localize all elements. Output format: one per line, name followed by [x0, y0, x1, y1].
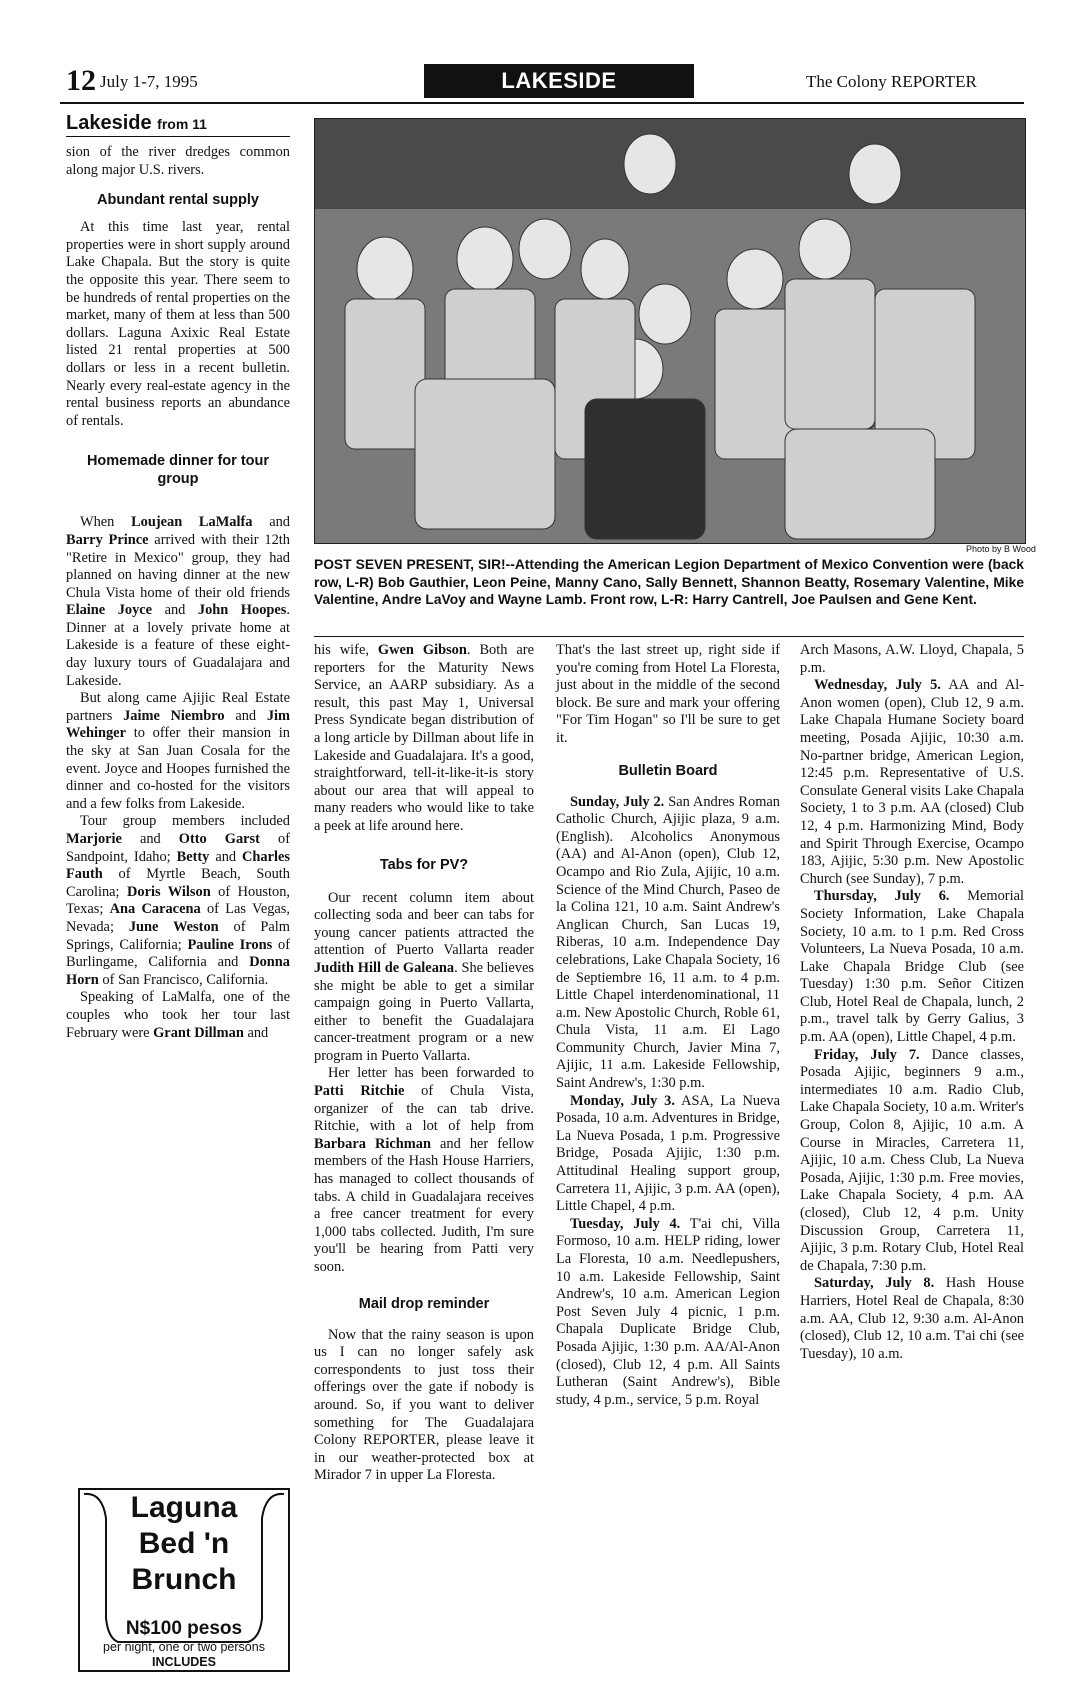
subhead-dinner: Homemade dinner for tour group — [86, 453, 270, 488]
dinner-p3: Tour group members included Marjorie and Otto Garst of Sandpoint, Idaho; Betty and Charles Fauth of Myrtle Beach, South Carolina; Doris Wilson of Houston, Texas; Ana Caracena of Las Vegas, Nevada; June Weston of Palm Springs, California; Pauline Irons of Burlingame, California and Donna Horn of San Francisco, California. — [66, 813, 290, 988]
caption-rule — [314, 636, 1024, 637]
ad-title-line3: Brunch — [131, 1563, 237, 1596]
dinner-p2: But along came Ajijic Real Estate partners Jaime Niembro and Jim Wehinger to offer their mansion in the sky at San Juan Cosala for the event. Joyce and Hoopes furnished the dinner and co-hosted for the visitors and a few folks from Lakeside. — [66, 690, 290, 812]
bulletin-wednesday: Wednesday, July 5. AA and Al-Anon women (open), Club 12, 9 a.m. Lake Chapala Humane Society board meeting, Posada Ajijic, 10:30 a.m. No-partner bridge, American Legion, 12:45 p.m. Representative of U.S. Consulate General visits Lake Chapala Society, 1 to 3 p.m. AA (closed) Club 12, 4 p.m. Harmonizing Mind, Body and Spirit Through Exercise, Ocampo 183, Ajijic, 5:30 p.m. New Apostolic Church (see Sunday), 7 p.m. — [800, 677, 1024, 887]
tabs-p2: Her letter has been forwarded to Patti Ritchie of Chula Vista, organizer of the can tab drive. Ritchie, with a lot of help from Barbara Richman and her fellow members of the Hash House Harriers, has managed to collect thousands of tabs. A child in Guadalajara receives a free cancer treatment for every 1,000 tabs collected. Judith, I'm sure you'll be hearing from Patti very soon. — [314, 1065, 534, 1275]
intro-text: sion of the river dredges common along major U.S. rivers. — [66, 144, 290, 178]
subhead-rental: Abundant rental supply — [97, 192, 259, 209]
dillman-paragraph: his wife, Gwen Gibson. Both are reporters for the Maturity News Service, an AARP subsidiary. As a result, this past May 1, Universal Press Syndicate began distribution of a long article by Dillman about life in Lakeside and Guadalajara. It's a good, straightforward, tell-it-like-it-is story about our area that will appeal to many readers who would like to take a peek at life around here. — [314, 642, 534, 834]
column-3 — [556, 642, 780, 1409]
bulletin-friday: Friday, July 7. Dance classes, Posada Ajijic, beginners 9 a.m., intermediates 10 a.m. Radio Club, Lake Chapala Society, 10 a.m. Writer's Group, Colon 8, Ajijic, 10 a.m. A Course in Miracles, Carretera 11, Ajijic, 10 a.m. Chess Club, La Nueva Posada, Ajijic, 1:30 p.m. Free movies, Lake Chapala Society, 4 p.m. AA (closed), Club 12, 4 p.m. Unity Discussion Group, Carretera 11, Ajijic, 3 p.m. Rotary Club, Hotel Real de Chapala, 7:30 p.m. — [800, 1046, 1024, 1274]
issue-date: July 1-7, 1995 — [100, 72, 198, 91]
bulletin-thursday: Thursday, July 6. Memorial Society Information, Lake Chapala Society, 10 a.m. to 1 p.m. Red Cross Volunteers, La Nueva Posada, 10 a.m. Lake Chapala Bridge Club (see Tuesday) 1:30 p.m. Señor Citizen Club, Hotel Real de Chapala, lunch, 2 p.m., travel talk by Gerry Galius, 3 p.m. AA (open), Little Chapel, 4 p.m. — [800, 888, 1024, 1046]
photo-credit: Photo by B Wood — [966, 544, 1036, 554]
column-2 — [314, 642, 534, 1485]
bulletin-sunday: Sunday, July 2. San Andres Roman Catholic Church, Ajijic plaza, 9 a.m. (English). Alcoholics Anonymous (AA) and Al-Anon (open), Club 12, Ocampo and Rio Zula, Ajijic, 10 a.m. Science of the Mind Church, Paseo de la Colina 121, 10 a.m. Saint Andrew's Anglican Church, San Lucas 19, Riberas, 10 a.m. Independence Day celebrations, Lake Chapala Society, 16 de Septiembre 16, 11 a.m. to 4 p.m. Little Chapel interdenominational, 11 a.m. New Apostolic Church, Roble 61, Chula Vista, 11 a.m. El Lago Community Church, Javier Mina 7, Ajijic, 11 a.m. Lakeside Fellowship, Saint Andrew's, 1:30 p.m. — [556, 793, 780, 1092]
bulletin-tuesday: Tuesday, July 4. T'ai chi, Villa Formoso, 10 a.m. HELP riding, lower La Floresta, 10 a.m. Needlepushers, 10 a.m. Lakeside Fellowship, Saint Andrew's, 10 a.m. American Legion Post Seven July 4 picnic, 1 p.m. Chapala Duplicate Bridge Club, Posada Ajijic, 1:30 p.m. AA/Al-Anon (closed), Club 12, 4 p.m. All Saints Lutheran (Saint Andrew's), Bible study, 4 p.m., service, 5 p.m. Royal — [556, 1215, 780, 1408]
kicker-title: Lakeside — [66, 112, 152, 134]
mail-continued: That's the last street up, right side if you're coming from Hotel La Floresta, just about in the middle of the second block. Be sure and mark your offering "For Tim Hogan" so I'll be sure to get it. — [556, 642, 780, 746]
column-4 — [800, 642, 1024, 1363]
subhead-mail: Mail drop reminder — [358, 1295, 490, 1312]
ad-title-line2: Bed 'n — [138, 1527, 230, 1560]
photo-caption: POST SEVEN PRESENT, SIR!--Attending the American Legion Department of Mexico Convention were (back row, L-R) Bob Gauthier, Leon Peine, Manny Cano, Sally Bennett, Shannon Beatty, Rosemary Valentine, Mike Valentine, Andre LaVoy and Wayne Lamb. Front row, L-R: Harry Cantrell, Joe Paulsen and Gene Kent. — [314, 557, 1024, 607]
bulletin-tuesday-cont: Arch Masons, A.W. Lloyd, Chapala, 5 p.m. — [800, 642, 1024, 676]
ad-price: N$100 pesos — [125, 1618, 243, 1639]
tabs-p1: Our recent column item about collecting soda and beer can tabs for young cancer patients attracted the attention of Puerto Vallarta reader Judith Hill de Galeana. She believes she might be able to get a similar campaign going in Puerto Vallarta, either to benefit the Guadalajara cancer-treatment program or a new program in Puerto Vallarta. — [314, 889, 534, 1064]
subhead-bulletin: Bulletin Board — [618, 762, 718, 779]
bulletin-saturday: Saturday, July 8. Hash House Harriers, Hotel Real de Chapala, 8:30 a.m. AA, Club 12, 9:30 a.m. Al-Anon (closed), Club 12, 10 a.m. T'ai chi (see Tuesday), 10 a.m. — [800, 1275, 1024, 1362]
header-rule — [60, 102, 1024, 104]
ad-laguna-bed-n-brunch — [78, 1488, 290, 1672]
mail-paragraph: Now that the rainy season is upon us I can no longer safely ask correspondents to just toss their offerings over the gate if nobody is around. So, if you want to deliver something for The Guadalajara Colony REPORTER, please leave it in our weather-protected box at Mirador 7 in upper La Floresta. — [314, 1326, 534, 1484]
story-kicker — [66, 112, 207, 135]
dinner-p1: When Loujean LaMalfa and Barry Prince arrived with their 12th "Retire in Mexico" group, they had planned on having dinner at the new Chula Vista home of their old friends Elaine Joyce and John Hoopes. Dinner at a lovely private home at Lakeside is a feature of these eight-day luxury tours of Guadalajara and Lakeside. — [66, 514, 290, 689]
column-1 — [66, 144, 290, 1042]
section-title: LAKESIDE — [501, 68, 617, 93]
ad-title-line1: Laguna — [130, 1491, 238, 1524]
section-banner — [424, 64, 694, 98]
bulletin-monday: Monday, July 3. ASA, La Nueva Posada, 10 a.m. Adventures in Bridge, La Nueva Posada, 1 p.m. Progressive Bridge, Posada Ajijic, 1:30 p.m. Attitudinal Healing support group, Carretera 11, Ajijic, 3 p.m. AA (open), Little Chapel, 4 p.m. — [556, 1092, 780, 1215]
jump-label: from 11 — [157, 116, 207, 132]
group-photo-illustration — [315, 119, 1025, 543]
subhead-tabs: Tabs for PV? — [379, 856, 469, 873]
kicker-rule — [66, 136, 290, 137]
rental-paragraph: At this time last year, rental properties were in short supply around Lake Chapala. But the story is quite the opposite this year. There seem to be hundreds of rental properties on the market, many of them at less than 500 dollars. Laguna Axixic Real Estate listed 21 rental properties at 500 dollars or less in a recent bulletin. Nearly every real-estate agency in the rental business reports an abundance of rentals. — [66, 219, 290, 429]
ad-includes: INCLUDES — [152, 1655, 216, 1669]
group-photo — [314, 118, 1026, 544]
page-number: 12 — [66, 64, 96, 97]
paper-name: The Colony REPORTER — [806, 72, 977, 91]
dinner-p4: Speaking of LaMalfa, one of the couples who took her tour last February were Grant Dillman and — [66, 989, 290, 1041]
ad-per-night: per night, one or two persons — [103, 1640, 265, 1654]
